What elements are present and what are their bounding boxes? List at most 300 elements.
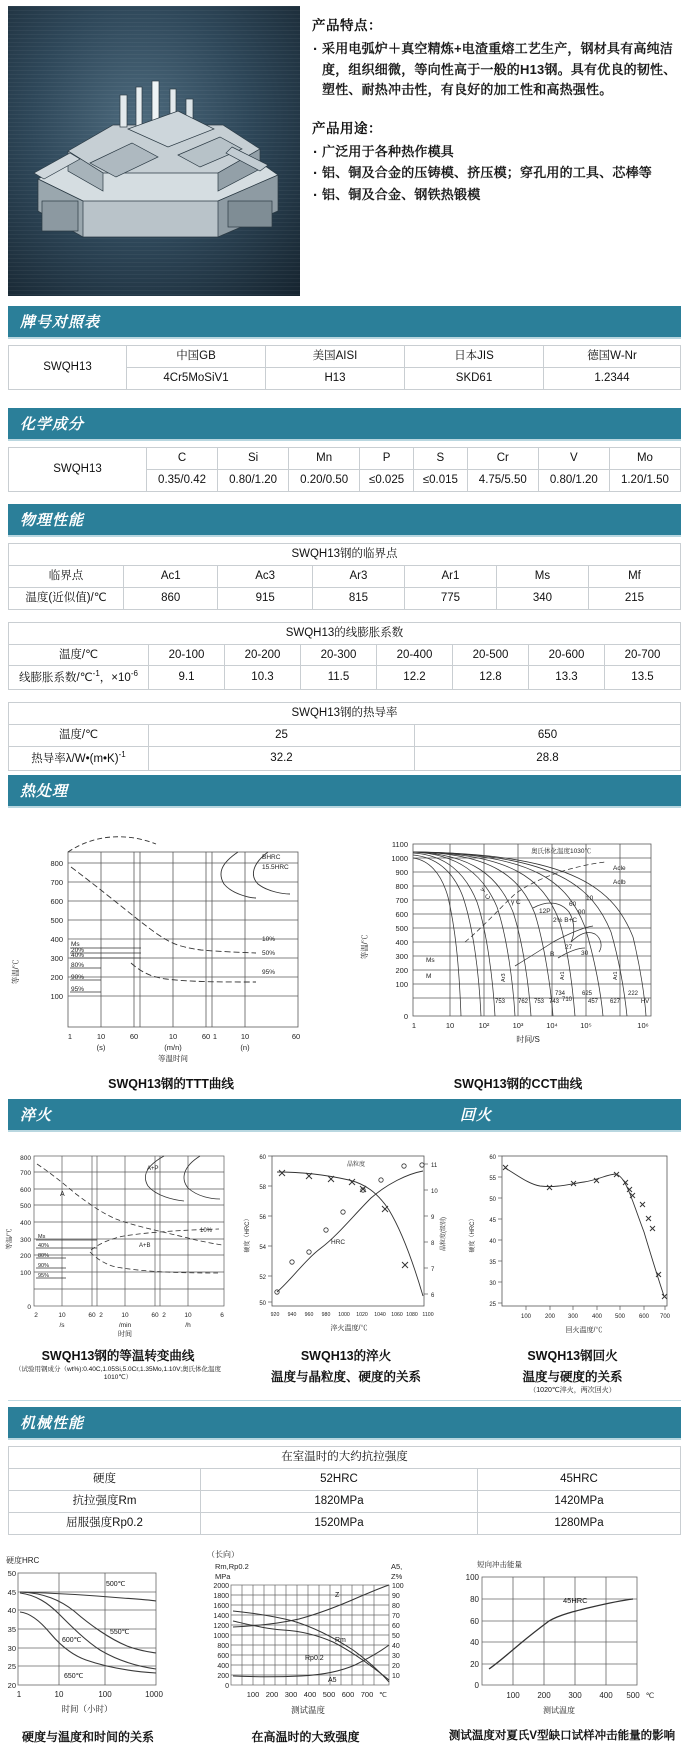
quench-hrc-curve: [277, 1171, 423, 1292]
ttt-y-axis-label: 等温/℃: [11, 959, 20, 985]
mechanical-caption: 在室温时的大约抗拉强度: [9, 1446, 681, 1468]
chart-quench: [239, 1144, 454, 1396]
critical-temp-cell: 915: [218, 587, 312, 609]
ttt-xsublabel: (n): [240, 1042, 250, 1052]
hs-xtick: 400: [303, 1689, 317, 1699]
quench-annotation-grain: 晶粒度: [346, 1161, 365, 1168]
ttt-xtick: 1: [212, 1031, 218, 1041]
iso-ytick: 700: [20, 1169, 31, 1177]
table-row: [9, 346, 681, 368]
quench-xtick: 1020: [355, 1311, 368, 1318]
critical-row-header: 临界点: [9, 565, 124, 587]
hs-ytick: 0: [225, 1682, 229, 1690]
chem-value-cell: ≤0.015: [413, 469, 467, 491]
mechanical-value-cell: 1280MPa: [478, 1512, 681, 1534]
hs-ytick-right: 70: [392, 1612, 400, 1620]
section-header-physical: 物理性能: [8, 504, 681, 537]
ttt-ytick: 700: [50, 877, 63, 887]
cct-hv: 627: [609, 998, 621, 1005]
cct-annotation: Acle: [613, 864, 626, 872]
section-header-tempering: 回火: [448, 1099, 681, 1132]
critical-point-header: Ms: [496, 565, 588, 587]
section-header-mechanical: 机械性能: [8, 1407, 681, 1440]
table-row: [9, 644, 681, 666]
iso-ytick: 600: [20, 1186, 31, 1194]
cct-hv: HV: [640, 998, 650, 1005]
cct-annotation: 30: [581, 949, 589, 957]
iso-ytick: 800: [20, 1154, 31, 1162]
table-row: [9, 1468, 681, 1490]
hs-ytick: 2000: [213, 1582, 229, 1590]
expansion-range-header: 20-200: [225, 644, 301, 666]
iso-xtick: 10: [58, 1311, 66, 1319]
quench-ytick-right: 10: [430, 1188, 438, 1195]
iso-xtick: 60: [151, 1311, 159, 1319]
iso-annotation: 95%: [38, 1272, 50, 1279]
chart-isothermal-subtitle: （试验用钢成分（wt%):0.40C,1.05Si,5.0Cr,1.35Mo,1.10V;奥氏体化温度1010℃）: [14, 1365, 222, 1382]
cct-annotation: M: [426, 972, 432, 980]
grade-standard-header: 日本JIS: [405, 346, 544, 368]
iso-annotation: 90%: [38, 1262, 50, 1269]
cct-xtick: 10: [445, 1020, 455, 1030]
temper-xtick: 700: [659, 1313, 671, 1320]
hero-text-block: [300, 6, 689, 296]
cct-annotation: 奥氏体化温度1030℃: [531, 847, 591, 855]
cct-ytick: 1000: [391, 853, 408, 863]
chem-value-cell: 4.75/5.50: [467, 469, 538, 491]
cct-annotation: Ms: [426, 956, 435, 964]
ie-ytick: 80: [470, 1594, 479, 1604]
ie-xtick: 400: [599, 1690, 613, 1700]
cct-annotation: 2% B+C: [553, 916, 578, 924]
hs-xtick: 700: [360, 1689, 374, 1699]
chart-hardness-time: [2, 1545, 174, 1745]
iso-ytick: 400: [20, 1219, 31, 1227]
chem-value-cell: ≤0.025: [360, 469, 414, 491]
chem-value-cell: 0.20/0.50: [289, 469, 360, 491]
hs-annotation: Z: [335, 1591, 340, 1599]
quench-xtick: 920: [270, 1311, 279, 1318]
cct-ytick: 1100: [391, 839, 408, 849]
cct-annotation: C: [483, 893, 493, 901]
expansion-row-header: [9, 666, 149, 690]
quench-ytick: 58: [258, 1184, 266, 1191]
chem-element-header: Si: [218, 447, 289, 469]
mold-illustration: [28, 51, 283, 251]
quench-xtick: 1000: [337, 1311, 350, 1318]
ie-xtick: 100: [506, 1690, 520, 1700]
cct-ytick: 0: [403, 1011, 408, 1021]
iso-xtick: 10: [184, 1311, 192, 1319]
cct-xtick: 10³: [512, 1020, 524, 1030]
cct-annotation: γ: [478, 886, 487, 893]
hero-section: [0, 0, 689, 306]
hs-ytick: 600: [217, 1652, 229, 1660]
curve-650: [20, 1612, 156, 1673]
conductivity-temp-header: 25: [149, 725, 415, 747]
quench-ytick: 60: [258, 1154, 266, 1161]
chemical-composition-table: [8, 447, 681, 492]
expansion-value-cell: 11.5: [301, 666, 377, 690]
quench-xtick: 1040: [373, 1311, 386, 1318]
ie-xunit: ℃: [645, 1690, 655, 1700]
chart-hot-strength-svg: [183, 1545, 428, 1725]
hs-ytick-right: 20: [392, 1662, 400, 1670]
temper-ytick: 55: [489, 1175, 496, 1182]
table-row: [9, 447, 681, 469]
quench-grain-curve: [277, 1172, 423, 1296]
chart-temper-subtitle: （1020℃淬火，两次回火）: [529, 1387, 616, 1395]
table-row: [9, 1446, 681, 1468]
temper-hrc-curve: [505, 1168, 664, 1296]
cct-ytick: 800: [395, 881, 408, 891]
section-header-chemistry: 化学成分: [8, 408, 681, 441]
critical-point-header: Mf: [588, 565, 680, 587]
iso-annotation: A+P: [147, 1165, 159, 1172]
quench-xtick: 1080: [405, 1311, 418, 1318]
iso-xtick: 6: [220, 1311, 224, 1319]
chart-hardness-time-caption: 硬度与温度和时间的关系: [21, 1729, 154, 1744]
hs-xtick: 200: [265, 1689, 279, 1699]
hardness-y-axis-label: 硬度HRC: [6, 1555, 40, 1565]
ie-xtick: 200: [537, 1690, 551, 1700]
cct-xtick: 10⁴: [546, 1020, 558, 1030]
hs-xaxis-label: 测试温度: [290, 1704, 326, 1715]
ht-ytick: 50: [7, 1568, 16, 1578]
cct-hv: 753: [533, 998, 545, 1005]
thermal-expansion-table: [8, 622, 681, 691]
ht-annotation: 550℃: [110, 1628, 130, 1636]
use-item: · 铝、铜及合金的压铸模、挤压模；穿孔用的工具、芯棒等: [312, 163, 683, 184]
ht-xaxis-label: 时间（小时）: [61, 1703, 113, 1714]
ie-ytick: 20: [470, 1659, 479, 1669]
expansion-value-cell: 13.5: [605, 666, 681, 690]
quench-ytick-right: 7: [430, 1266, 434, 1273]
cct-annotation: Ar3: [501, 973, 507, 982]
iso-ytick: 0: [27, 1303, 31, 1311]
hs-xtick: 500: [322, 1689, 336, 1699]
ht-ytick: 35: [7, 1624, 16, 1634]
ht-xtick: 1: [16, 1689, 22, 1699]
hs-ytick-right: 30: [392, 1652, 400, 1660]
quench-xaxis-label: 淬火温度/℃: [330, 1324, 367, 1332]
critical-temp-cell: 860: [124, 587, 218, 609]
use-item: · 广泛用于各种热作模具: [312, 142, 683, 163]
critical-temp-cell: 340: [496, 587, 588, 609]
iso-xsublabel: /min: [118, 1321, 132, 1329]
uses-title: 产品用途：: [312, 120, 382, 136]
quench-ytick: 56: [258, 1214, 266, 1221]
hs-ylabel-right-1: A5,: [391, 1561, 403, 1571]
cct-ytick: 400: [395, 937, 408, 947]
quench-ytick-right: 6: [430, 1292, 434, 1299]
conductivity-value-cell: 28.8: [415, 747, 681, 771]
section-header-grade-table: 牌号对照表: [8, 306, 681, 339]
hs-ylabel-right-2: Z%: [391, 1571, 403, 1581]
hs-xtick: 100: [246, 1689, 260, 1699]
expansion-unit-sup: -1: [92, 669, 100, 679]
ttt-ytick: 300: [50, 953, 63, 963]
ht-annotation: 500℃: [106, 1580, 126, 1588]
quench-y2-axis-label: 晶粒度(级别): [440, 1216, 447, 1251]
grade-standard-header: 德国W-Nr: [544, 346, 681, 368]
cct-hv: 743: [548, 998, 560, 1005]
hs-ytick: 1800: [213, 1592, 229, 1600]
hs-curve-rp: [233, 1621, 389, 1680]
ie-xaxis-label: 测试温度: [543, 1705, 575, 1715]
ttt-ytick: 800: [50, 858, 63, 868]
chem-element-header: Mn: [289, 447, 360, 469]
ie-ytick: 40: [470, 1637, 479, 1647]
ttt-annotation: 40%: [71, 951, 85, 959]
cct-ytick: 300: [395, 951, 408, 961]
cct-hv: 625: [581, 990, 593, 997]
chart-impact-energy-svg: [437, 1545, 687, 1725]
ttt-ytick: 100: [50, 991, 63, 1001]
expansion-caption: SWQH13的线膨胀系数: [9, 622, 681, 644]
hs-ytick: 1600: [213, 1602, 229, 1610]
iso-xtick: 2: [162, 1311, 166, 1319]
conductivity-row-header: [9, 747, 149, 771]
critical-point-header: Ar3: [312, 565, 404, 587]
expansion-range-header: 20-100: [149, 644, 225, 666]
cct-annotation: Aclb: [613, 878, 626, 886]
hs-xunit: ℃: [379, 1691, 387, 1699]
quench-ytick-right: 8: [430, 1240, 434, 1247]
critical-temp-cell: 775: [404, 587, 496, 609]
hs-ytick-right: 100: [392, 1582, 404, 1590]
expansion-unit-main: 线膨胀系数/℃: [19, 672, 93, 685]
expansion-row-header: 温度/℃: [9, 644, 149, 666]
hs-ytick-right: 90: [392, 1592, 400, 1600]
hs-ytick: 200: [217, 1672, 229, 1680]
temper-ytick: 50: [489, 1196, 496, 1203]
temper-ytick: 30: [489, 1280, 496, 1287]
critical-point-header: Ac3: [218, 565, 312, 587]
grade-standard-header: 美国AISI: [266, 346, 405, 368]
ttt-xtick: 1: [67, 1031, 73, 1041]
chart-cct: [353, 822, 683, 1093]
expansion-range-header: 20-600: [529, 644, 605, 666]
ttt-ytick: 500: [50, 915, 63, 925]
ttt-xtick: 10: [96, 1031, 106, 1041]
quench-annotation-hrc: HRC: [330, 1238, 345, 1246]
hs-ytick-right: 40: [392, 1642, 400, 1650]
quench-ytick: 50: [258, 1300, 266, 1307]
chart-quench-svg: [239, 1144, 454, 1344]
section-divider: [8, 1400, 681, 1401]
ttt-annotation: 20%: [71, 946, 85, 954]
chem-element-header: P: [360, 447, 414, 469]
ttt-ytick: 600: [50, 896, 63, 906]
expansion-value-cell: 12.8: [453, 666, 529, 690]
iso-ytick: 200: [20, 1252, 31, 1260]
hs-xtick: 300: [284, 1689, 298, 1699]
grade-comparison-table: [8, 345, 681, 390]
temper-xaxis-label: 回火温度/℃: [565, 1326, 603, 1334]
chart-quench-caption-line1: SWQH13的淬火: [300, 1348, 392, 1363]
hs-ytick: 1200: [213, 1622, 229, 1630]
mechanical-value-cell: 1820MPa: [201, 1490, 478, 1512]
cct-hv: 457: [587, 998, 599, 1005]
ttt-annotation: 10%: [262, 935, 276, 943]
cct-xtick: 10²: [478, 1020, 490, 1030]
ie-annotation: 45HRC: [563, 1595, 588, 1605]
table-row: [9, 1490, 681, 1512]
iso-annotation: A: [60, 1190, 65, 1198]
grade-value-cell: 1.2344: [544, 367, 681, 389]
quench-xtick: 1060: [390, 1311, 403, 1318]
chart-quench-caption-line2: 温度与晶粒度、硬度的关系: [270, 1369, 421, 1384]
chart-temper-caption-line1: SWQH13钢回火: [527, 1348, 618, 1363]
quench-temper-header-row: [0, 1099, 689, 1138]
critical-points-caption: SWQH13钢的临界点: [9, 543, 681, 565]
critical-temp-cell: 215: [588, 587, 680, 609]
feature-item: · 采用电弧炉＋真空精炼+电渣重熔工艺生产，钢材具有高纯洁度，组织细微，等向性高于一般的H13钢。具有优良的韧性、塑性、耐热冲击性，有良好的加工性和高热强性。: [312, 39, 683, 101]
iso-annotation: A+B: [139, 1242, 151, 1249]
iso-xaxis-label: 时间: [118, 1330, 132, 1338]
quench-ytick: 52: [258, 1274, 266, 1281]
critical-temp-cell: 815: [312, 587, 404, 609]
cct-annotation: Ar1: [613, 971, 619, 980]
chem-element-header: C: [147, 447, 218, 469]
quench-xtick: 960: [304, 1311, 313, 1318]
iso-annotation: 40%: [38, 1242, 50, 1249]
critical-point-header: Ac1: [124, 565, 218, 587]
ie-curve-45hrc: [489, 1599, 633, 1669]
ttt-annotation: BHRC: [262, 853, 281, 861]
chart-impact-energy: [437, 1545, 687, 1745]
expansion-range-header: 20-700: [605, 644, 681, 666]
cct-annotation: 60: [569, 900, 577, 908]
ttt-annotation: Ms: [71, 940, 80, 948]
hs-ytick: 1400: [213, 1612, 229, 1620]
table-row: [9, 543, 681, 565]
grade-name-cell: SWQH13: [9, 346, 127, 390]
chem-element-header: Cr: [467, 447, 538, 469]
cct-hv: 222: [627, 990, 639, 997]
chem-value-cell: 1.20/1.50: [609, 469, 680, 491]
quench-xtick: 940: [287, 1311, 296, 1318]
heat-treatment-charts: [0, 814, 689, 1093]
chart-temper: [460, 1144, 685, 1396]
hs-ytick: 400: [217, 1662, 229, 1670]
hs-ylabel-left-2: MPa: [215, 1571, 231, 1581]
iso-xtick: 60: [88, 1311, 96, 1319]
ie-ytick: 100: [465, 1572, 479, 1582]
ht-ytick: 30: [7, 1643, 16, 1653]
cct-annotation: 10: [586, 894, 594, 902]
expansion-range-header: 20-300: [301, 644, 377, 666]
hs-annotation: Rm: [335, 1636, 346, 1644]
section-header-heat-treatment: 热处理: [8, 775, 681, 808]
chem-value-cell: 0.80/1.20: [218, 469, 289, 491]
chart-impact-energy-caption: 测试温度对夏氏V型缺口试样冲击能量的影响: [448, 1729, 676, 1742]
iso-xsublabel: /s: [59, 1321, 65, 1329]
cct-annotation: 27: [565, 943, 573, 951]
grade-standard-header: 中国GB: [127, 346, 266, 368]
cct-ytick: 500: [395, 923, 408, 933]
ttt-xsublabel: (s): [96, 1042, 106, 1052]
chart-cct-caption: SWQH13钢的CCT曲线: [453, 1076, 583, 1091]
ht-xtick: 10: [54, 1689, 64, 1699]
uses-list: [312, 142, 683, 206]
ttt-annotation: 95%: [71, 985, 85, 993]
ht-annotation: 650℃: [64, 1672, 84, 1680]
hs-xtick: 600: [341, 1689, 355, 1699]
cct-xtick: 10⁶: [637, 1020, 649, 1030]
critical-point-header: Ar1: [404, 565, 496, 587]
temper-ytick: 40: [489, 1238, 496, 1245]
table-row: [9, 666, 681, 690]
features-title: 产品特点：: [312, 18, 382, 33]
ttt-xtick: 10: [168, 1031, 178, 1041]
ht-annotation: 600℃: [62, 1636, 82, 1644]
expansion-value-cell: 10.3: [225, 666, 301, 690]
quench-ytick-right: 11: [430, 1162, 437, 1169]
iso-xtick: 2: [99, 1311, 103, 1319]
hs-ytick-right: 10: [392, 1672, 400, 1680]
grade-value-cell: 4Cr5MoSiV1: [127, 367, 266, 389]
ht-ytick: 20: [7, 1680, 16, 1690]
chem-value-cell: 0.80/1.20: [538, 469, 609, 491]
temper-xtick: 100: [520, 1313, 532, 1320]
mechanical-value-cell: 1420MPa: [478, 1490, 681, 1512]
temper-ytick: 35: [489, 1259, 496, 1266]
quench-y-axis-label: 硬度（HRC）: [244, 1215, 251, 1253]
expansion-range-header: 20-500: [453, 644, 529, 666]
cct-hv: 734: [554, 990, 566, 997]
quench-ytick-right: 9: [430, 1214, 434, 1221]
ttt-xtick: 10: [240, 1031, 250, 1041]
expansion-value-cell: 9.1: [149, 666, 225, 690]
table-row: [9, 565, 681, 587]
chem-value-cell: 0.35/0.42: [147, 469, 218, 491]
cct-annotation: 12P: [539, 907, 551, 915]
ttt-ytick: 200: [50, 972, 63, 982]
cct-xtick: 1: [411, 1020, 417, 1030]
ie-xtick: 300: [568, 1690, 582, 1700]
hs-header: （长向）: [207, 1549, 239, 1559]
ttt-annotation: 15.5HRC: [262, 863, 289, 871]
hs-annotation: Rp0.2: [305, 1654, 324, 1662]
hs-ytick-right: 80: [392, 1602, 400, 1610]
quench-hrc-markers: [274, 1163, 423, 1294]
ttt-xtick: 60: [201, 1031, 211, 1041]
ttt-annotation: 95%: [262, 968, 276, 976]
cct-hv: 710: [561, 996, 573, 1003]
hs-annotation: A5: [328, 1676, 337, 1684]
thermal-conductivity-table: [8, 702, 681, 771]
iso-y-axis-label: 等温/℃: [6, 1228, 13, 1250]
chem-element-header: Mo: [609, 447, 680, 469]
critical-points-table: [8, 543, 681, 610]
conductivity-unit-sup: -1: [118, 750, 126, 760]
ttt-annotation: 80%: [71, 961, 85, 969]
temper-markers: [503, 1165, 667, 1299]
quench-temper-charts: [0, 1138, 689, 1396]
chart-isothermal: [4, 1144, 232, 1396]
cct-ytick: 200: [395, 965, 408, 975]
conductivity-caption: SWQH13钢的热导率: [9, 703, 681, 725]
chart-temper-caption-line2: 温度与硬度的关系: [522, 1369, 623, 1384]
iso-annotation: 80%: [38, 1252, 50, 1259]
temper-xtick: 300: [567, 1313, 579, 1320]
hs-curve-rm: [233, 1611, 389, 1682]
hs-ytick: 800: [217, 1642, 229, 1650]
chem-element-header: S: [413, 447, 467, 469]
chart-isothermal-caption: SWQH13钢的等温转变曲线: [41, 1348, 195, 1363]
